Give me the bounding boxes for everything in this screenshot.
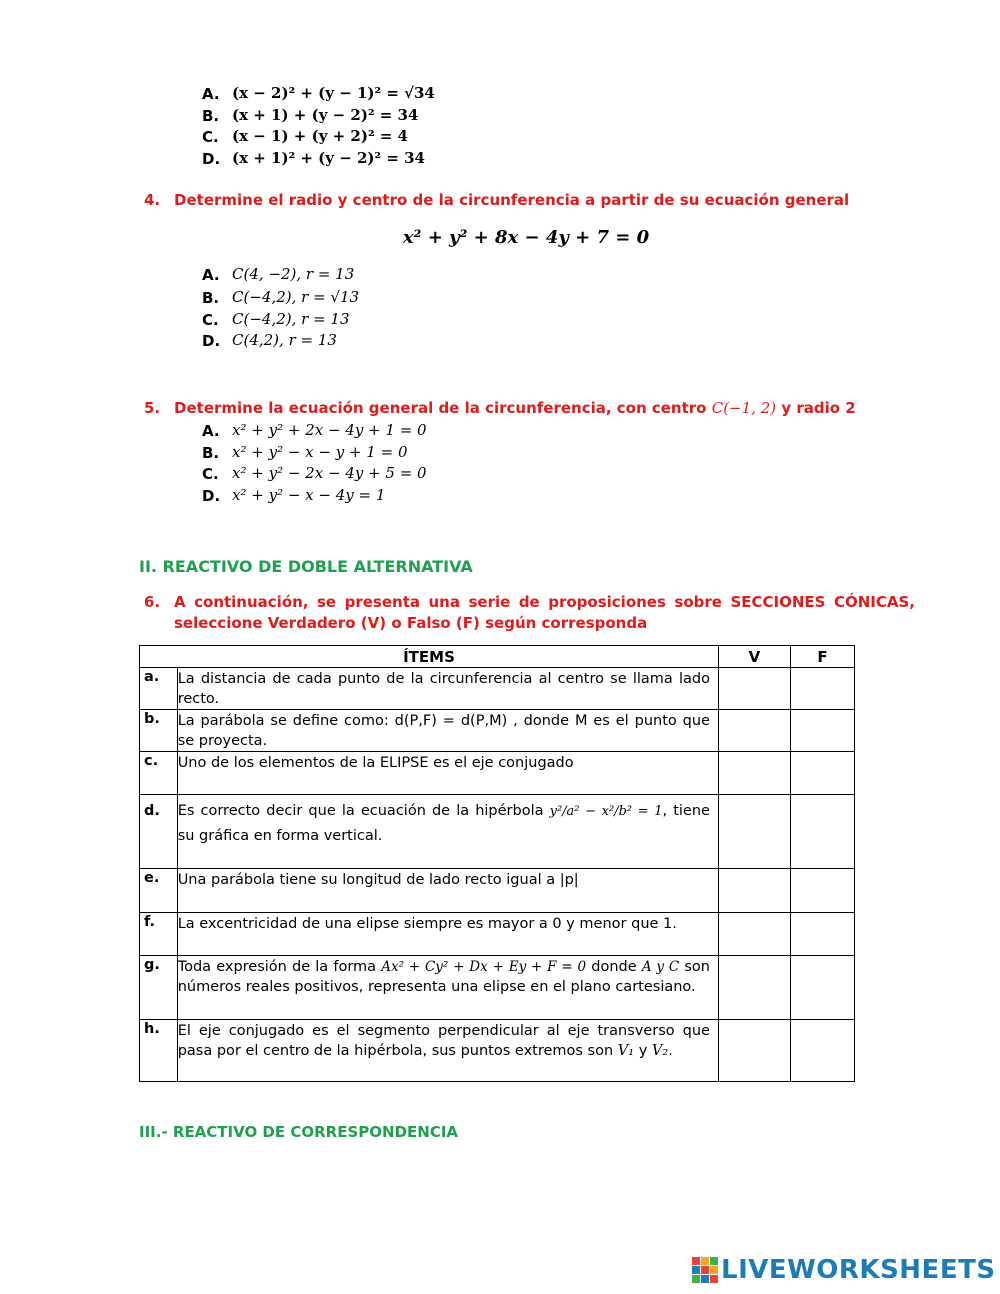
- answer-v-cell[interactable]: [718, 668, 790, 710]
- coefficients-formula: A y C: [641, 959, 680, 975]
- q5-center: C(−1, 2): [711, 399, 777, 417]
- row-label: h.: [140, 1020, 178, 1082]
- q4-equation: x² + y² + 8x − 4y + 7 = 0: [402, 227, 650, 248]
- q3-option-b[interactable]: [202, 106, 419, 125]
- option-text: (x + 1) + (y − 2)² = 34: [232, 106, 419, 124]
- option-letter: D.: [202, 332, 221, 350]
- q5-option-c[interactable]: [202, 464, 427, 483]
- row-text-after: .: [668, 1043, 673, 1059]
- answer-f-cell[interactable]: [790, 752, 854, 795]
- option-letter: A.: [202, 85, 220, 103]
- answer-v-cell[interactable]: [718, 956, 790, 1020]
- row-text: La parábola se define como: d(P,F) = d(P,M) , donde M es el punto que se proyecta.: [177, 710, 718, 752]
- q5-prompt-start: Determine la ecuación general de la circunferencia, con centro: [174, 399, 712, 417]
- option-text: (x + 1)² + (y − 2)² = 34: [232, 149, 425, 167]
- row-text-after: son números reales positivos, representa una elipse en el plano cartesiano.: [177, 959, 710, 995]
- q5-number: 5.: [144, 399, 161, 417]
- row-label: a.: [140, 668, 178, 710]
- q3-option-d[interactable]: [202, 149, 425, 168]
- table-row: [140, 752, 855, 795]
- answer-v-cell[interactable]: [718, 710, 790, 752]
- option-text: x² + y² − 2x − 4y + 5 = 0: [232, 464, 427, 482]
- table-row: [140, 795, 855, 869]
- q5-option-b[interactable]: [202, 443, 408, 462]
- logo-blocks-icon: [692, 1257, 718, 1283]
- row-text-before: Toda expresión de la forma: [177, 959, 382, 975]
- option-letter: D.: [202, 150, 221, 168]
- option-text: C(−4,2), r = √13: [232, 288, 360, 306]
- option-letter: B.: [202, 289, 220, 307]
- q3-option-c[interactable]: [202, 127, 408, 146]
- answer-f-cell[interactable]: [790, 956, 854, 1020]
- q6-prompt-line1: A continuación, se presenta una serie de proposiciones sobre SECCIONES CÓNICAS,: [174, 593, 915, 611]
- logo-text: LIVEWORKSHEETS: [721, 1255, 996, 1285]
- q5-prompt: [174, 399, 856, 417]
- row-label: d.: [140, 795, 178, 869]
- option-text: x² + y² − x − 4y = 1: [232, 486, 386, 504]
- option-letter: C.: [202, 465, 219, 483]
- option-text: x² + y² + 2x − 4y + 1 = 0: [232, 421, 427, 439]
- option-text: C(4,2), r = 13: [232, 331, 337, 349]
- table-header-row: [140, 646, 855, 668]
- table-row: [140, 869, 855, 913]
- row-text: La excentricidad de una elipse siempre es mayor a 0 y menor que 1.: [177, 913, 718, 956]
- table-row: [140, 1020, 855, 1082]
- q5-option-a[interactable]: [202, 421, 427, 440]
- row-text-before: El eje conjugado es el segmento perpendicular al eje transverso que pasa por el centro de la hipérbola, sus puntos extremos son: [177, 1023, 710, 1059]
- answer-v-cell[interactable]: [718, 913, 790, 956]
- answer-f-cell[interactable]: [790, 668, 854, 710]
- q5-prompt-end: y radio 2: [776, 399, 856, 417]
- row-text: [177, 1020, 718, 1082]
- answer-f-cell[interactable]: [790, 710, 854, 752]
- row-text: Uno de los elementos de la ELIPSE es el eje conjugado: [177, 752, 718, 795]
- section-3-title: III.- REACTIVO DE CORRESPONDENCIA: [139, 1123, 459, 1141]
- row-label: b.: [140, 710, 178, 752]
- vertex-2-formula: V₂: [651, 1043, 669, 1059]
- vertex-1-formula: V₁: [617, 1043, 635, 1059]
- answer-v-cell[interactable]: [718, 869, 790, 913]
- row-label: f.: [140, 913, 178, 956]
- row-text-before: Es correcto decir que la ecuación de la hipérbola: [177, 803, 550, 819]
- answer-v-cell[interactable]: [718, 795, 790, 869]
- liveworksheets-logo: [692, 1255, 996, 1285]
- option-letter: A.: [202, 266, 220, 284]
- q4-option-c[interactable]: [202, 310, 350, 329]
- option-text: x² + y² − x − y + 1 = 0: [232, 443, 408, 461]
- answer-f-cell[interactable]: [790, 1020, 854, 1082]
- option-text: (x − 2)² + (y − 1)² = √34: [232, 84, 435, 102]
- option-letter: D.: [202, 487, 221, 505]
- table-row: [140, 913, 855, 956]
- option-letter: A.: [202, 422, 220, 440]
- header-v: V: [718, 646, 790, 668]
- q4-prompt: Determine el radio y centro de la circunferencia a partir de su ecuación general: [174, 191, 850, 209]
- row-text: [177, 795, 718, 869]
- q4-number: 4.: [144, 191, 161, 209]
- row-label: e.: [140, 869, 178, 913]
- option-text: C(4, −2), r = 13: [232, 265, 355, 283]
- option-letter: C.: [202, 311, 219, 329]
- answer-f-cell[interactable]: [790, 869, 854, 913]
- true-false-table: [139, 645, 855, 1082]
- answer-f-cell[interactable]: [790, 795, 854, 869]
- q4-option-a[interactable]: [202, 265, 355, 284]
- row-text: Una parábola tiene su longitud de lado recto igual a |p|: [177, 869, 718, 913]
- q4-option-d[interactable]: [202, 331, 337, 350]
- option-letter: C.: [202, 128, 219, 146]
- row-label: c.: [140, 752, 178, 795]
- option-text: (x − 1) + (y + 2)² = 4: [232, 127, 408, 145]
- option-text: C(−4,2), r = 13: [232, 310, 350, 328]
- row-label: g.: [140, 956, 178, 1020]
- q4-option-b[interactable]: [202, 288, 360, 307]
- row-text-after: , tiene su gráfica en forma vertical.: [177, 803, 710, 844]
- row-text: [177, 956, 718, 1020]
- answer-v-cell[interactable]: [718, 1020, 790, 1082]
- hyperbola-formula: y²/a² − x²/b² = 1: [549, 804, 663, 819]
- table-row: [140, 668, 855, 710]
- answer-f-cell[interactable]: [790, 913, 854, 956]
- answer-v-cell[interactable]: [718, 752, 790, 795]
- table-row: [140, 710, 855, 752]
- row-text-mid: y: [634, 1043, 652, 1059]
- row-text: La distancia de cada punto de la circunferencia al centro se llama lado recto.: [177, 668, 718, 710]
- option-letter: B.: [202, 444, 220, 462]
- option-letter: B.: [202, 107, 220, 125]
- q6-number: 6.: [144, 593, 161, 611]
- q5-option-d[interactable]: [202, 486, 386, 505]
- section-2-title: II. REACTIVO DE DOBLE ALTERNATIVA: [139, 557, 473, 576]
- row-text-mid: donde: [586, 959, 642, 975]
- header-items: ÍTEMS: [140, 646, 719, 668]
- q6-prompt-line2: seleccione Verdadero (V) o Falso (F) según corresponda: [174, 614, 648, 632]
- ellipse-formula: Ax² + Cy² + Dx + Ey + F = 0: [381, 959, 587, 975]
- header-f: F: [790, 646, 854, 668]
- table-row: [140, 956, 855, 1020]
- q3-option-a[interactable]: [202, 84, 435, 103]
